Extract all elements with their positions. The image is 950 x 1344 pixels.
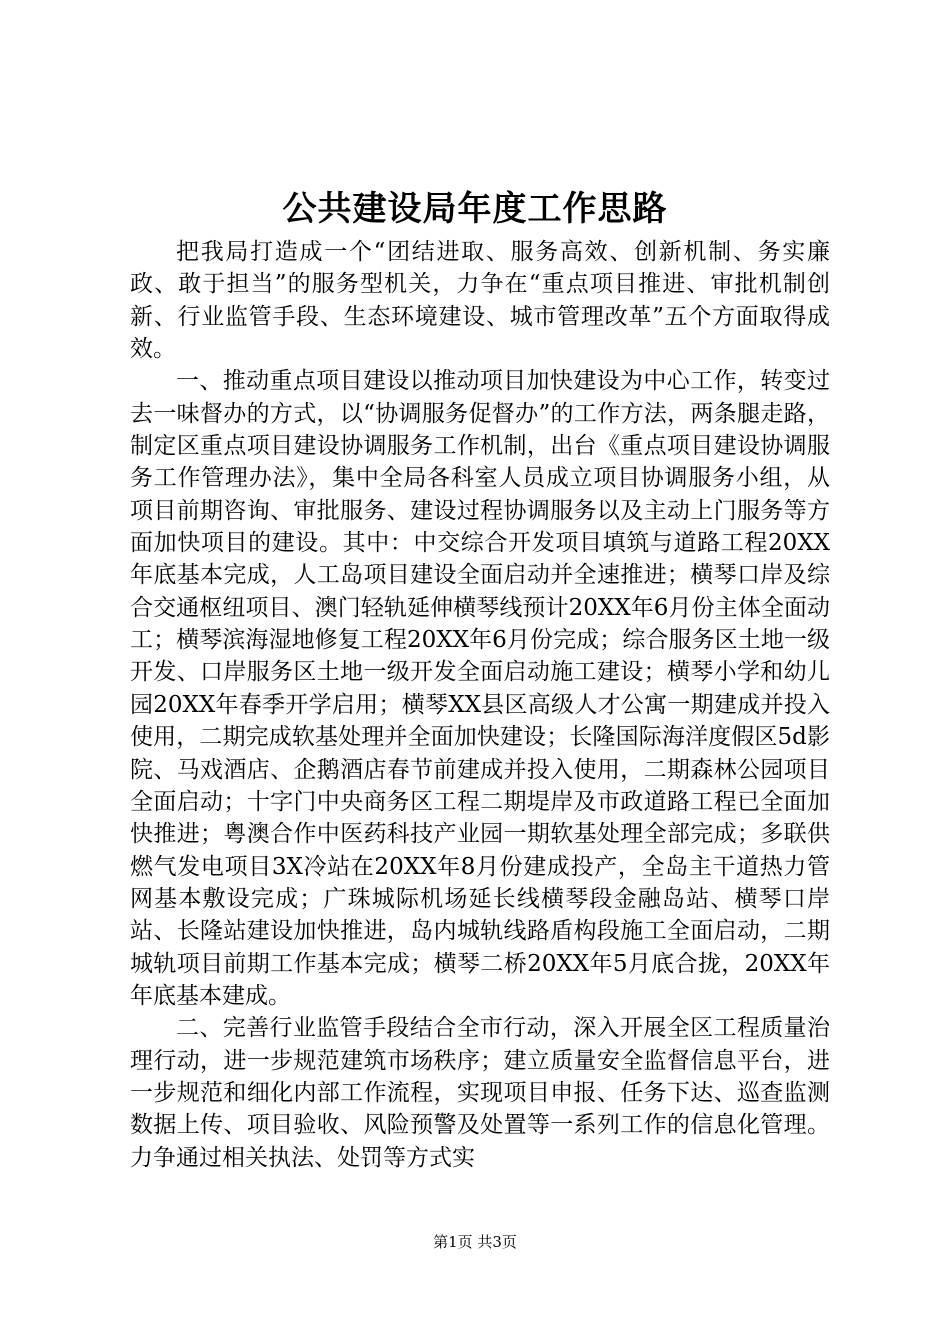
document-title: 公共建设局年度工作思路	[282, 189, 668, 229]
paragraph-section-2: 二、完善行业监管手段结合全市行动，深入开展全区工程质量治理行动，进一步规范建筑市场秩序；建立质量安全监督信息平台，进一步规范和细化内部工作流程，实现项目申报、任务下达、巡查监测数据上传、项目验收、风险预警及处置等一系列工作的信息化管理。力争通过相关执法、处罚等方式实	[130, 1015, 830, 1171]
paragraph-intro: 把我局打造成一个“团结进取、服务高效、创新机制、务实廉政、敢于担当”的服务型机关，力争在“重点项目推进、审批机制创新、行业监管手段、生态环境建设、城市管理改革”五个方面取得成效。	[130, 239, 830, 363]
page-footer: 第1页 共3页	[433, 1233, 517, 1251]
paragraph-section-1: 一、推动重点项目建设以推动项目加快建设为中心工作，转变过去一味督办的方式，以“协调服务促督办”的工作方法，两条腿走路，制定区重点项目建设协调服务工作机制，出台《重点项目建设协调服务工作管理办法》，集中全局各科室人员成立项目协调服务小组，从项目前期咨询、审批服务、建设过程协调服务以及主动上门服务等方面加快项目的建设。其中：中交综合开发项目填筑与道路工程20XX年底基本完成，人工岛项目建设全面启动并全速推进；横琴口岸及综合交通枢纽项目、澳门轻轨延伸横琴线预计20XX年6月份主体全面动工；横琴滨海湿地修复工程20XX年6月份完成；综合服务区土地一级开发、口岸服务区土地一级开发全面启动施工建设；横琴小学和幼儿园20XX年春季开学启用；横琴XX县区高级人才公寓一期建成并投入使用，二期完成软基处理并全面加快建设；长隆国际海洋度假区5d影院、马戏酒店、企鹅酒店春节前建成并投入使用，二期森林公园项目全面启动；十字门中央商务区工程二期堤岸及市政道路工程已全面加快推进；粤澳合作中医药科技产业园一期软基处理全部完成；多联供燃气发电项目3X冷站在20XX年8月份建成投产，全岛主干道热力管网基本敷设完成；广珠城际机场延长线横琴段金融岛站、横琴口岸站、长隆站建设加快推进，岛内城轨线路盾构段施工全面启动，二期城轨项目前期工作基本完成；横琴二桥20XX年5月底合拢，20XX年年底基本建成。	[130, 368, 830, 1009]
document-body	[130, 236, 830, 1174]
